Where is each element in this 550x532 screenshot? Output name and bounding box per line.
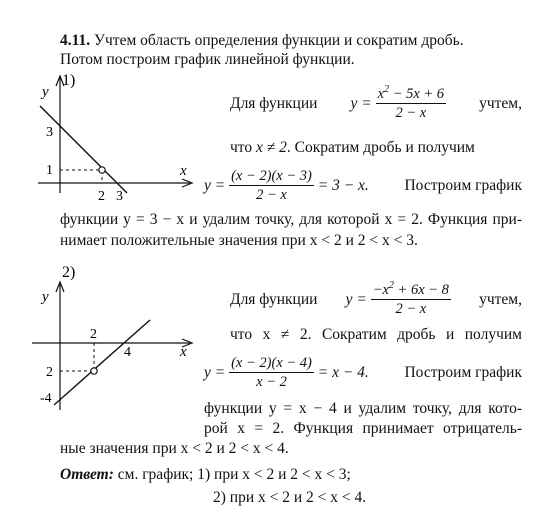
graph1-x-label: x <box>180 163 187 179</box>
part1-l2-cond: x ≠ 2 <box>256 139 287 156</box>
part2-l1-text: Для функции <box>230 290 318 308</box>
part2-f1-lhs: y = <box>345 290 367 308</box>
part2-f2-numerator: (x − 2)(x − 4) <box>231 355 312 371</box>
graph2-tick-x2: 2 <box>90 327 97 342</box>
graph-1 <box>18 68 198 203</box>
part1-f1-num-b: − 5x + 6 <box>389 86 445 102</box>
part2-line4: функции y = x − 4 и удалим точку, для кото- <box>204 400 522 417</box>
part1-l2-a: что <box>230 139 256 156</box>
graph1-label: 1) <box>62 72 76 89</box>
part2-f2-lhs: y = <box>204 363 226 381</box>
part1-f1-sup: 2 <box>384 84 390 96</box>
part2-formula2 <box>204 355 369 390</box>
part1-l3-tail: Построим график <box>404 176 522 194</box>
graph2-line <box>54 320 150 405</box>
part2-f1-denominator: 2 − x <box>395 301 427 317</box>
graph1-tick-y1: 1 <box>46 163 53 178</box>
graph2-y-label: y <box>42 289 49 305</box>
part2-line1 <box>230 282 522 317</box>
part1-f1-denominator: 2 − x <box>395 105 427 121</box>
part2-line3 <box>204 355 522 390</box>
graph2-x-label: x <box>180 344 187 360</box>
graph2-tick-y2: 2 <box>46 365 53 380</box>
part2-f1-num-b: + 6x − 8 <box>393 282 449 298</box>
graph1-hole-point <box>99 167 105 173</box>
part1-f1-fraction <box>376 86 446 121</box>
answer-label: Ответ: <box>60 466 114 483</box>
graph1-tick-x2: 2 <box>98 189 105 203</box>
part1-f2-rhs: = 3 − x. <box>317 176 369 194</box>
part2-f1-fraction <box>371 282 451 317</box>
part2-f2-denominator: x − 2 <box>256 374 287 390</box>
graph1-tick-y3: 3 <box>46 125 53 140</box>
part2-line2: что x ≠ 2. Сократим дробь и получим <box>230 326 522 343</box>
graph2-tick-ym4: -4 <box>40 391 52 406</box>
part1-line3 <box>204 168 522 203</box>
problem-header-line1 <box>60 32 464 50</box>
part1-formula1 <box>351 86 447 121</box>
problem-number: 4.11. <box>60 32 91 49</box>
part2-f1-sup: 2 <box>388 280 394 292</box>
part2-f2-rhs: = x − 4. <box>317 363 369 381</box>
part2-f1-num-a: −x <box>372 282 389 298</box>
part1-line2 <box>230 139 475 157</box>
part2-line5: рой x = 2. Функция принимает отрицатель- <box>204 420 522 437</box>
graph2-tick-x4: 4 <box>124 345 131 360</box>
part1-f1-numerator <box>376 86 446 104</box>
part2-formula1 <box>346 282 451 317</box>
part1-f2-denominator: 2 − x <box>256 187 287 203</box>
part1-line5: нимает положительные значения при x < 2 и 2 < x < 3. <box>60 232 418 249</box>
part1-line4: функции y = 3 − x и удалим точку, для которой x = 2. Функция при- <box>60 211 522 228</box>
graph1-y-label: y <box>42 84 49 100</box>
part1-formula2 <box>204 168 369 203</box>
part1-l2-b: . Сократим дробь и получим <box>286 139 475 156</box>
part1-f2-fraction <box>229 168 314 203</box>
part1-f1-lhs: y = <box>350 94 372 112</box>
graph1-tick-x3: 3 <box>116 189 123 203</box>
graph2-hole-point <box>91 368 97 374</box>
answer-line1 <box>60 466 351 484</box>
header-text-2: Потом построим график линейной функции. <box>60 51 355 68</box>
part2-line6: ные значения при x < 2 и 2 < x < 4. <box>60 440 289 457</box>
part2-f1-numerator <box>371 282 451 300</box>
part1-f2-numerator: (x − 2)(x − 3) <box>231 168 312 184</box>
part1-line1 <box>230 86 522 121</box>
answer-text-1: см. график; 1) при x < 2 и 2 < x < 3; <box>117 466 351 483</box>
graph2-label: 2) <box>62 264 76 281</box>
header-text-1: Учтем область определения функции и сократим дробь. <box>94 32 464 49</box>
part1-f2-lhs: y = <box>204 176 226 194</box>
part2-f2-fraction <box>229 355 314 390</box>
part1-l1-tail: учтем, <box>479 94 522 112</box>
graph-2 <box>18 262 198 412</box>
part1-f1-num-a: x <box>377 86 385 102</box>
part2-l1-tail: учтем, <box>479 290 522 308</box>
answer-text-2: 2) при x < 2 и 2 < x < 4. <box>213 489 367 506</box>
part2-l3-tail: Построим график <box>404 363 522 381</box>
part1-l1-text: Для функции <box>230 94 318 112</box>
graph1-line <box>40 106 127 193</box>
